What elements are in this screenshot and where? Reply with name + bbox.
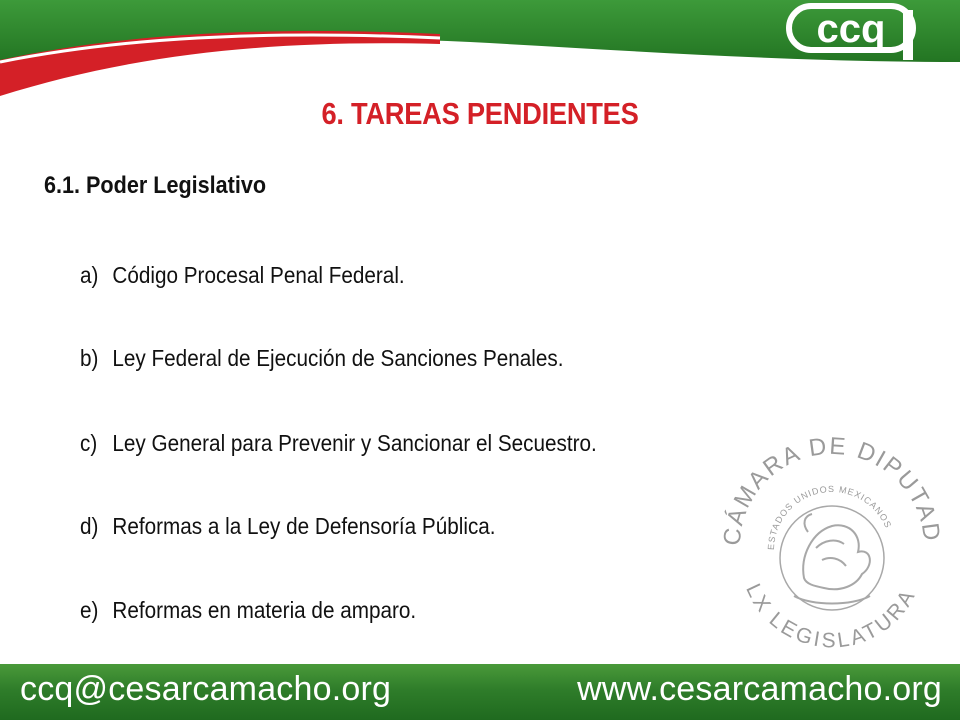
svg-text:ccq: ccq: [816, 7, 886, 51]
header-banner: [0, 0, 960, 100]
seal-bottom-text: LX LEGISLATURA: [741, 580, 921, 653]
list-marker: a): [80, 262, 99, 288]
list-item-text: Ley Federal de Ejecución de Sanciones Penales.: [112, 345, 564, 371]
list-marker: b): [80, 345, 99, 371]
list-item-text: Reformas a la Ley de Defensoría Pública.: [112, 513, 496, 539]
list-item-text: Ley General para Prevenir y Sancionar el Secuestro.: [112, 430, 597, 456]
list-item: [80, 345, 563, 372]
svg-text:LX LEGISLATURA: [741, 580, 921, 652]
eagle-emblem-icon: [780, 506, 884, 610]
list-marker: c): [80, 430, 98, 456]
ccq-logo: [785, 0, 925, 62]
list-marker: d): [80, 513, 99, 539]
seal-inner-text: ESTADOS UNIDOS MEXICANOS: [765, 483, 894, 551]
camara-diputados-seal: [712, 428, 952, 658]
footer-website[interactable]: www.cesarcamacho.org: [577, 670, 942, 708]
section-heading: 6.1. Poder Legislativo: [44, 172, 267, 199]
footer-bar: [0, 664, 960, 720]
list-item: [80, 513, 496, 540]
list-item-text: Reformas en materia de amparo.: [112, 597, 417, 623]
list-marker: e): [80, 597, 99, 623]
footer-email[interactable]: ccq@cesarcamacho.org: [20, 670, 392, 708]
list-item: [80, 262, 405, 289]
seal-top-text: CÁMARA DE DIPUTAD: [718, 432, 946, 547]
list-item-text: Código Procesal Penal Federal.: [112, 262, 405, 288]
slide-title: 6. TAREAS PENDIENTES: [321, 96, 639, 131]
list-item: [80, 430, 597, 457]
list-item: [80, 597, 416, 624]
